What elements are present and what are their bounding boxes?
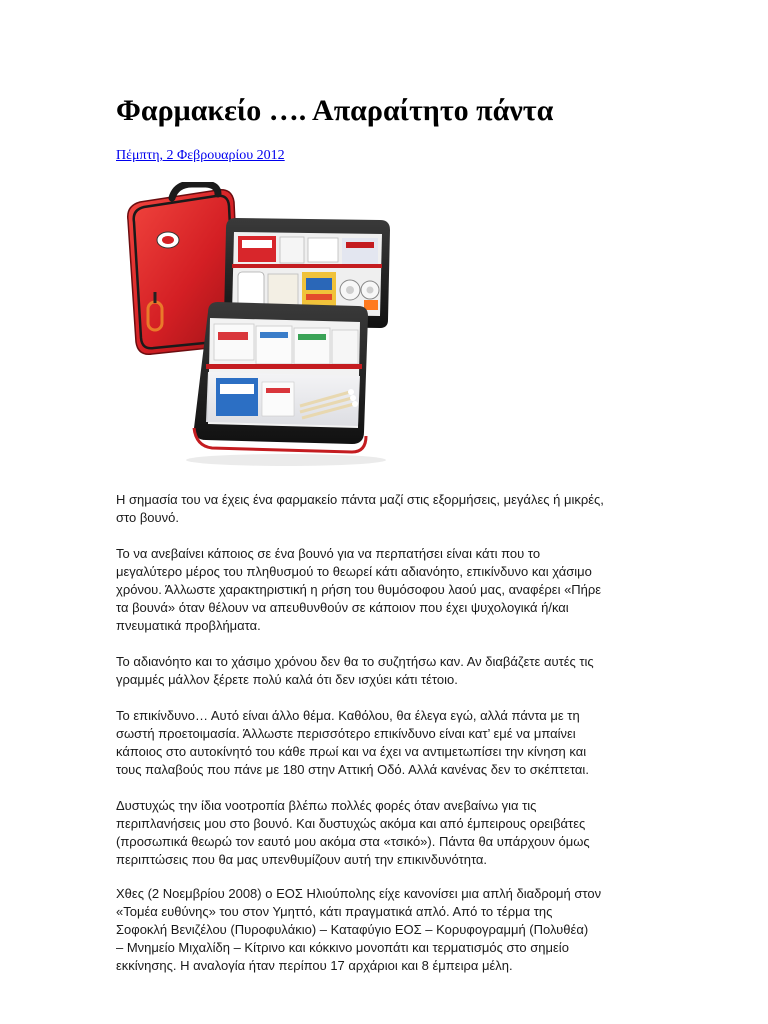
text-line: εκκίνησης. Η αναλογία ήταν περίπου 17 αρχάριοι και 8 έμπειρα μέλη.	[116, 958, 513, 973]
text-line: Η σημασία του να έχεις ένα φαρμακείο πάντα μαζί στις εξορμήσεις, μεγάλες ή μικρές,	[116, 492, 604, 507]
text-line: τους παλαβούς που πάνε με 180 στην Αττική Οδό. Αλλά κανένας δεν το σκέπτεται.	[116, 762, 589, 777]
text-line: (προσωπικά θεωρώ τον εαυτό μου ακόμα στα «τσικό»). Πάντα θα υπάρχουν όμως	[116, 834, 590, 849]
first-aid-kit-photo	[118, 182, 403, 472]
text-line: σωστή προετοιμασία. Άλλωστε περισσότερο επικίνδυνο είναι κατ’ εμέ να μπαίνει	[116, 726, 576, 741]
post-title: Φαρμακείο …. Απαραίτητο πάντα	[116, 94, 554, 127]
text-line: Το αδιανόητο και το χάσιμο χρόνου δεν θα το συζητήσω καν. Αν διαβάζετε αυτές τις	[116, 654, 594, 669]
post-date-link[interactable]: Πέμπτη, 2 Φεβρουαρίου 2012	[116, 148, 285, 163]
text-line: πνευματικά προβλήματα.	[116, 618, 261, 633]
kit-lower-tray	[194, 302, 368, 452]
text-line: περιπτώσεις που θα μας υπενθυμίζουν αυτή την επικινδυνότητα.	[116, 852, 488, 867]
text-line: Το να ανεβαίνει κάποιος σε ένα βουνό για να περπατήσει είναι κάτι που το	[116, 546, 541, 561]
paragraph-2	[116, 545, 646, 635]
text-line: Το επικίνδυνο… Αυτό είναι άλλο θέμα. Καθόλου, θα έλεγα εγώ, αλλά πάντα με τη	[116, 708, 580, 723]
text-line: Δυστυχώς την ίδια νοοτροπία βλέπω πολλές φορές όταν ανεβαίνω για τις	[116, 798, 537, 813]
paragraph-3	[116, 653, 646, 689]
text-line: «Τομέα ευθύνης» του στον Υμηττό, κάτι πραγματικά απλό. Από το τέρμα της	[116, 904, 553, 919]
text-line: Χθες (2 Νοεμβρίου 2008) ο ΕΟΣ Ηλιούπολης είχε κανονίσει μια απλή διαδρομή στον	[116, 886, 602, 901]
paragraph-6	[116, 885, 646, 975]
text-line: περιπλανήσεις μου στο βουνό. Και δυστυχώς ακόμα και από έμπειρους ορειβάτες	[116, 816, 586, 831]
text-line: τα βουνά» όταν θέλουν να απευθυνθούν σε κάποιον που έχει ψυχολογικά ή/και	[116, 600, 569, 615]
paragraph-5	[116, 797, 646, 869]
paragraph-1	[116, 491, 646, 527]
text-line: κάποιος στο αυτοκίνητό του κάθε πρωί και να έχει να αντιμετωπίσει την κίνηση και	[116, 744, 587, 759]
paragraph-4	[116, 707, 646, 779]
text-line: Σοφοκλή Βενιζέλου (Πυροφυλάκιο) – Καταφύγιο ΕΟΣ – Κορυφογραμμή (Πολυθέα)	[116, 922, 589, 937]
text-line: γραμμές μάλλον ξέρετε πολύ καλά ότι δεν ισχύει κάτι τέτοιο.	[116, 672, 458, 687]
text-line: στο βουνό.	[116, 510, 179, 525]
text-line: μεγαλύτερο μέρος του πληθυσμού το θεωρεί κάτι αδιανόητο, επικίνδυνο και χάσιμο	[116, 564, 592, 579]
text-line: – Μνημείο Μιχαλίδη – Κίτρινο και κόκκινο μονοπάτι και τερματισμός στο σημείο	[116, 940, 569, 955]
text-line: χρόνου. Άλλωστε χαρακτηριστική η ρήση του θυμόσοφου λαού μας, αναφέρει «Πήρε	[116, 582, 602, 597]
